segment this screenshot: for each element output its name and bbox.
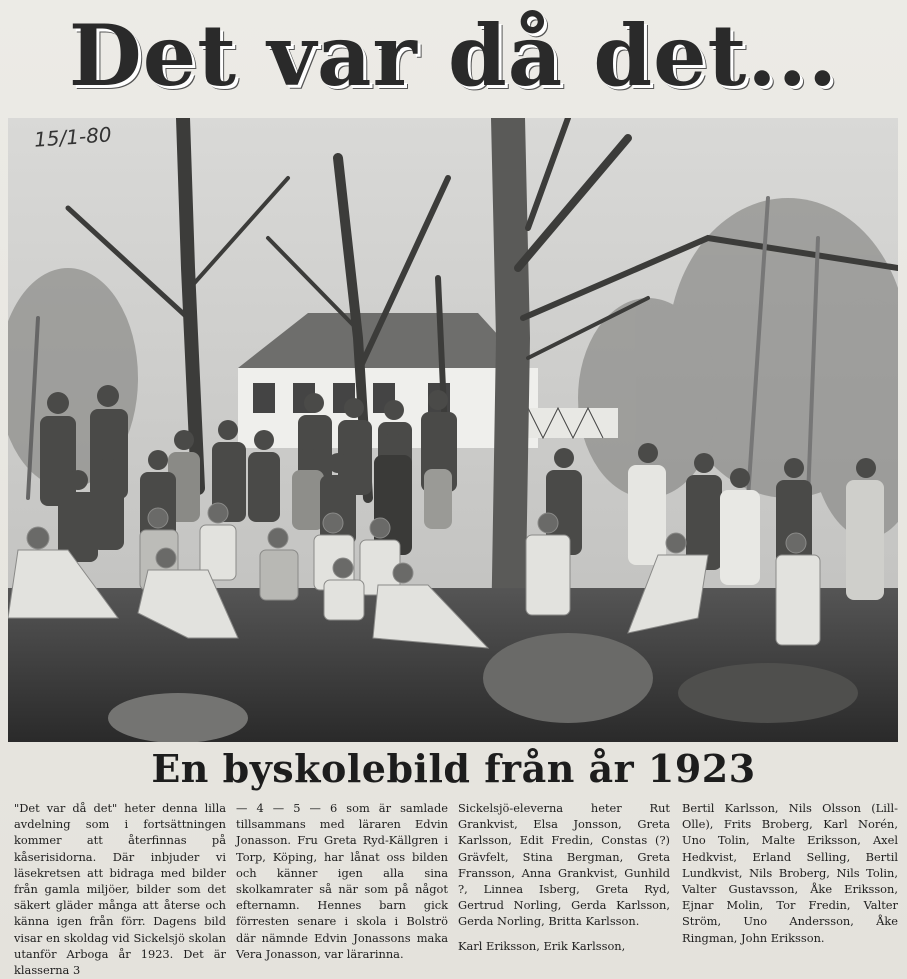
subheadline: En byskolebild från år 1923	[151, 746, 756, 791]
article-column-3-last-line: Karl Eriksson, Erik Karlsson,	[458, 938, 626, 953]
article-body	[14, 800, 900, 978]
handwritten-date: 15/1-80	[33, 122, 113, 152]
headline: Det var då det...	[68, 6, 839, 105]
school-class-photo	[8, 118, 898, 742]
article-column-2: — 4 — 5 — 6 som är samlade tillsammans med läraren Edvin Jonasson. Fru Greta Ryd-Källgren i Torp, Köping, har lånat oss bilden och känner igen alla sina skolkamrater så när som på något efternamn. Hennes barn gick förresten senare i skola i Bolströ där nämnde Edvin Jonassons maka Vera Jonasson, var lärarinna.	[236, 801, 448, 961]
article-column-3	[458, 800, 670, 954]
article-column-3-text: Sickelsjö-eleverna heter Rut Grankvist, Elsa Jonsson, Greta Karlsson, Edit Fredin, Constas (?) Grävfelt, Stina Bergman, Greta Fransson, Anna Grankvist, Gunhild ?, Linnea Isberg, Greta Ryd, Gertrud Norling, Gerda Karlsson, Gerda Norling, Britta Karlsson.	[458, 801, 670, 929]
photo-illustration	[8, 118, 898, 742]
article-column-4: Bertil Karlsson, Nils Olsson (Lill-Olle), Frits Broberg, Karl Norén, Uno Tolin, Malte Eriksson, Axel Hedkvist, Erland Selling, Bertil Lundkvist, Nils Broberg, Nils Tolin, Valter Gustavsson, Åke Eriksson, Ejnar Molin, Tor Fredin, Valter Ström, Uno Andersson, Åke Ringman, John Eriksson.	[682, 801, 898, 945]
article-column-1: "Det var då det" heter denna lilla avdelning som i fortsättningen kommer att återfinnas på kåserisidorna. Där inbjuder vi läsekretsen att bidraga med bilder från gamla miljöer, bilder som det säkert gläder många att återse och känna igen från förr. Dagens bild visar en skoldag vid Sickelsjö skolan utanför Arboga år 1923. Det är klasserna 3	[14, 801, 226, 978]
